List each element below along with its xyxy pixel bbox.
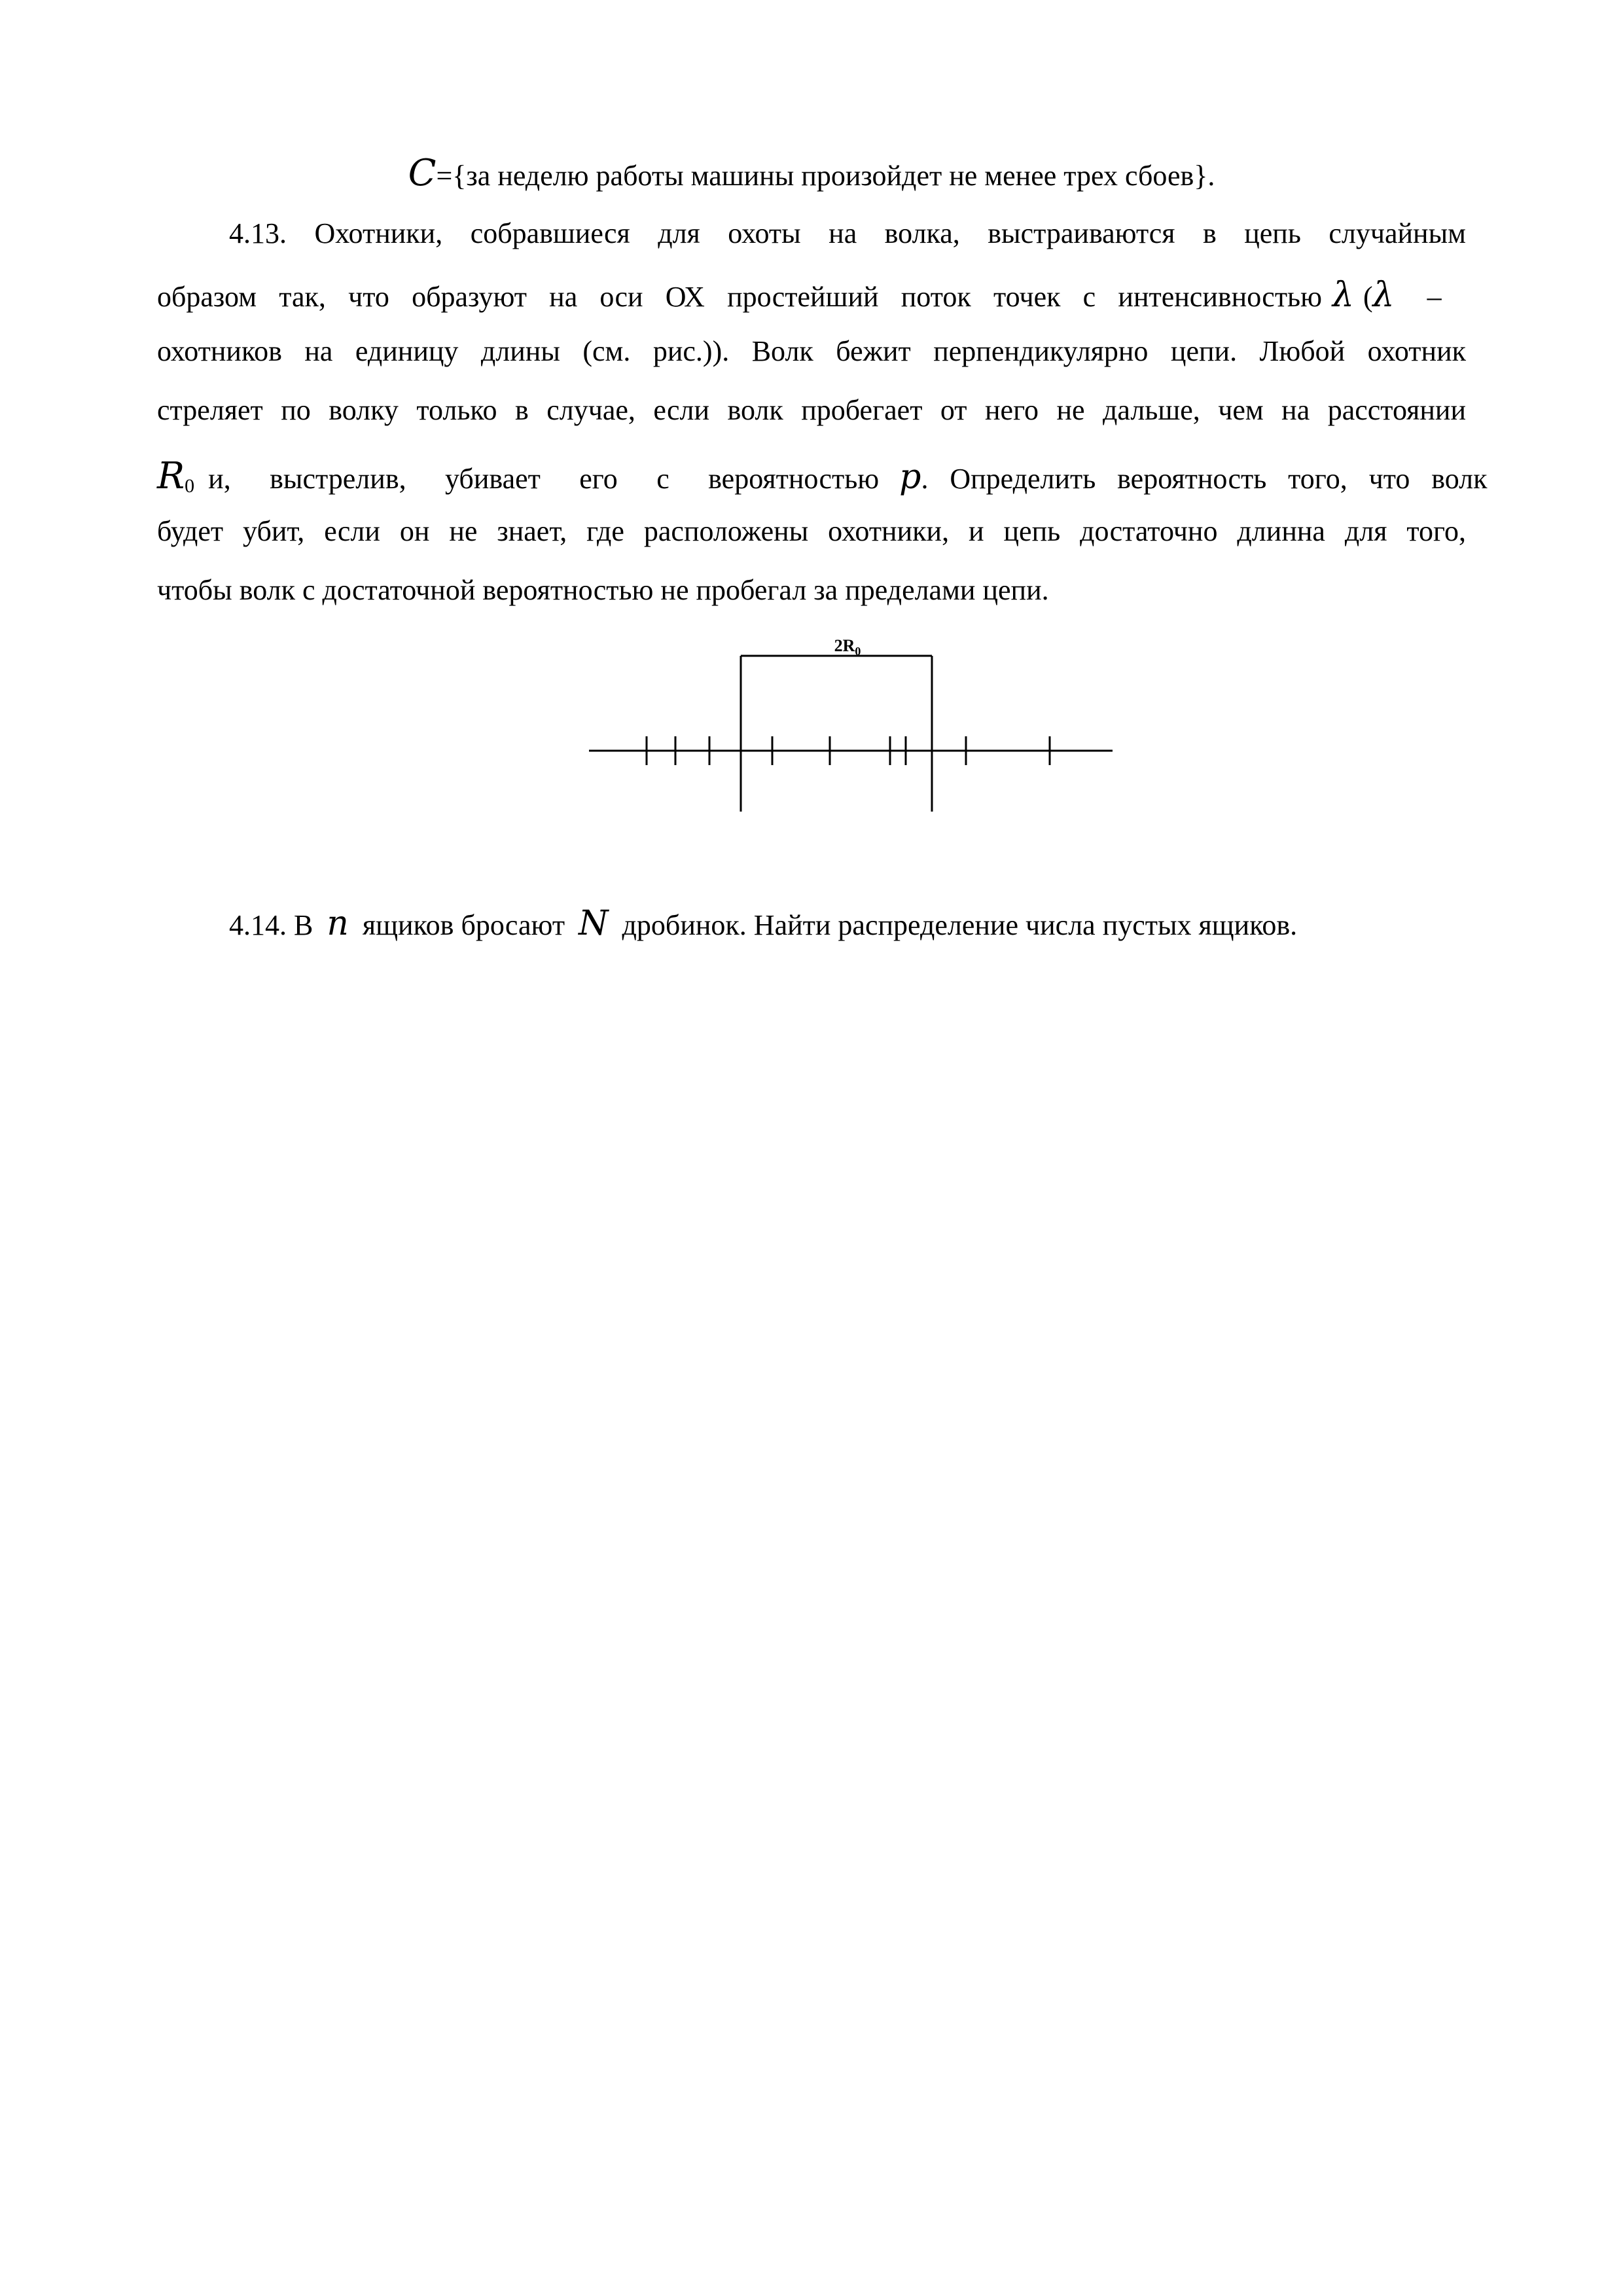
problem-4-14-mid: ящиков бросают (362, 909, 565, 941)
r0-subscript: 0 (185, 475, 195, 497)
problem-4-13-line-1: 4.13. Охотники, собравшиеся для охоты на волка, выстраиваются в цепь случайным (229, 217, 1466, 249)
problem-4-14-line (229, 906, 1538, 941)
n-symbol: n (327, 904, 349, 943)
problem-4-13-line-2 (157, 276, 1466, 315)
event-c-text: ={за неделю работы машины произойдет не менее трех сбоев}. (436, 160, 1215, 192)
hunters-chain-figure (589, 638, 1113, 834)
problem-4-13-line-2-text: образом так, что образуют на оси ОХ простейший поток точек с интенсивностью (157, 281, 1322, 313)
problem-4-13-line-5-end: . Определить вероятность того, что волк (921, 463, 1488, 495)
event-c-line (157, 152, 1466, 194)
N-symbol: N (579, 904, 609, 943)
r0-symbol: R (157, 455, 185, 497)
lambda-symbol-2: λ (1372, 276, 1395, 315)
problem-4-13-line-7: чтобы волк с достаточной вероятностью не пробегал за пределами цепи. (157, 574, 1049, 606)
problem-4-14-prefix: 4.14. В (229, 909, 313, 941)
paren-open: ( (1363, 281, 1373, 313)
problem-4-14-suffix: дробинок. Найти распределение числа пустых ящиков. (622, 909, 1298, 941)
problem-4-13-line-5 (157, 455, 1488, 497)
p-symbol: p (899, 457, 921, 497)
figure-label: $2R_0$ (834, 638, 861, 658)
dash: – (1427, 281, 1442, 313)
problem-4-13-line-5-mid: и, выстрелив, убивает его с вероятностью (208, 463, 880, 495)
symbol-c: C (408, 152, 437, 194)
problem-4-13-line-4: стреляет по волку только в случае, если волк пробегает от него не дальше, чем на расстоянии (157, 394, 1466, 426)
problem-4-13-line-3: охотников на единицу длины (см. рис.)). Волк бежит перпендикулярно цепи. Любой охотник (157, 335, 1466, 367)
lambda-symbol: λ (1332, 276, 1354, 315)
problem-4-13-line-6: будет убит, если он не знает, где расположены охотники, и цепь достаточно длинна для того, (157, 515, 1466, 547)
